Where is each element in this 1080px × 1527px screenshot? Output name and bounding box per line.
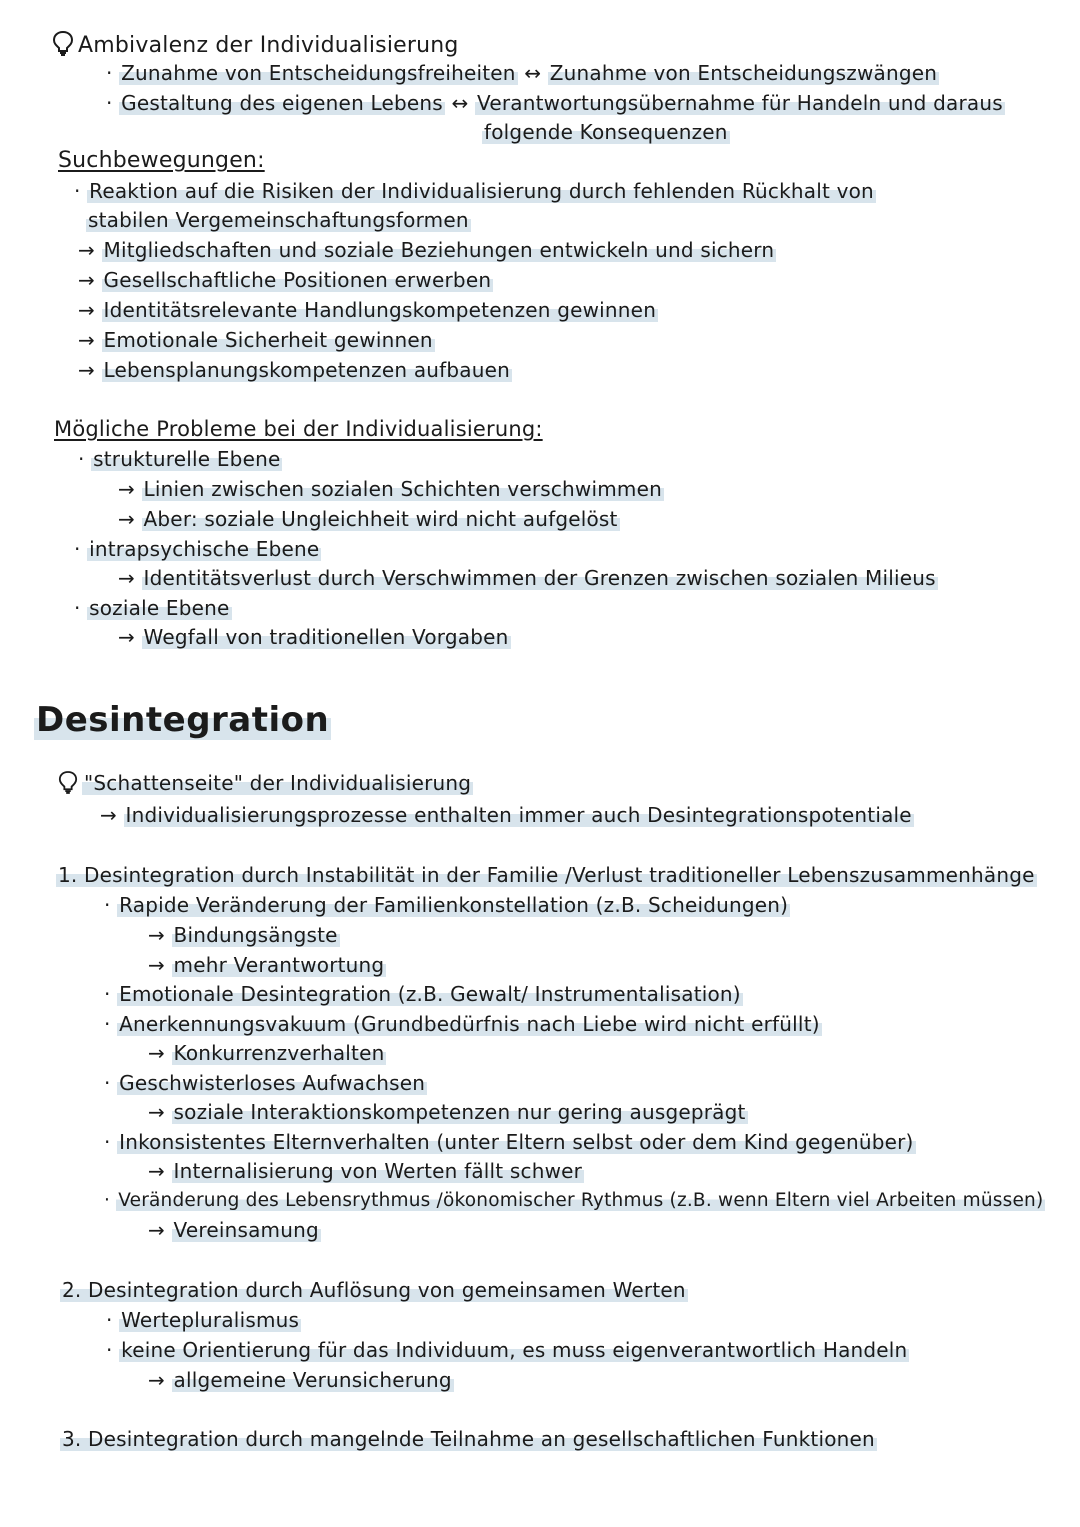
- probleme-level-3: · soziale Ebene: [74, 596, 230, 620]
- point-1-c: · Anerkennungsvakuum (Grundbedürfnis nach Liebe wird nicht erfüllt): [104, 1012, 820, 1036]
- such-intro-2: stabilen Vergemeinschaftungsformen: [88, 208, 469, 232]
- point-1-a-1: → Bindungsängste: [148, 923, 338, 947]
- point-1-e: · Inkonsistentes Elternverhalten (unter Eltern selbst oder dem Kind gegenüber): [104, 1130, 914, 1154]
- probleme-level-3-a: → Wegfall von traditionellen Vorgaben: [118, 625, 509, 649]
- such-item: → Identitätsrelevante Handlungskompetenzen gewinnen: [78, 298, 657, 322]
- point-1-e-1: → Internalisierung von Werten fällt schwer: [148, 1159, 583, 1183]
- desintegration-point-2: 2. Desintegration durch Auflösung von gemeinsamen Werten: [62, 1278, 686, 1302]
- section-ambivalenz-title: Ambivalenz der Individualisierung: [52, 30, 459, 59]
- probleme-level-1-a: → Linien zwischen sozialen Schichten verschwimmen: [118, 477, 662, 501]
- desintegration-point-1: 1. Desintegration durch Instabilität in der Familie /Verlust traditioneller Lebenszusammenhänge: [58, 863, 1035, 887]
- point-1-d-1: → soziale Interaktionskompetenzen nur gering ausgeprägt: [148, 1100, 746, 1124]
- suchbewegungen-title: Suchbewegungen:: [58, 148, 265, 173]
- desintegration-point-3: 3. Desintegration durch mangelnde Teilnahme an gesellschaftlichen Funktionen: [62, 1427, 875, 1451]
- such-item: → Mitgliedschaften und soziale Beziehungen entwickeln und sichern: [78, 238, 775, 262]
- point-1-c-1: → Konkurrenzverhalten: [148, 1041, 385, 1065]
- point-2-b-1: → allgemeine Verunsicherung: [148, 1368, 452, 1392]
- point-1-d: · Geschwisterloses Aufwachsen: [104, 1071, 426, 1095]
- point-1-b: · Emotionale Desintegration (z.B. Gewalt/ Instrumentalisation): [104, 982, 741, 1006]
- point-1-f-1: → Vereinsamung: [148, 1218, 319, 1242]
- point-1-f: · Veränderung des Lebensrythmus /ökonomischer Rythmus (z.B. wenn Eltern viel Arbeiten müssen): [104, 1190, 1044, 1211]
- such-intro-1: · Reaktion auf die Risiken der Individualisierung durch fehlenden Rückhalt von: [74, 179, 874, 203]
- point-1-a: · Rapide Veränderung der Familienkonstellation (z.B. Scheidungen): [104, 893, 789, 917]
- such-item: → Lebensplanungskompetenzen aufbauen: [78, 358, 510, 382]
- such-item: → Gesellschaftliche Positionen erwerben: [78, 268, 492, 292]
- desintegration-heading: Desintegration: [36, 700, 330, 740]
- lightbulb-icon: [58, 770, 78, 794]
- schattenseite-note: "Schattenseite" der Individualisierung: [58, 770, 473, 796]
- such-item: → Emotionale Sicherheit gewinnen: [78, 328, 433, 352]
- point-1-a-2: → mehr Verantwortung: [148, 953, 385, 977]
- point-2-a: · Wertepluralismus: [106, 1308, 300, 1332]
- ambivalenz-bullet-2-cont: folgende Konsequenzen: [484, 120, 728, 144]
- lightbulb-icon: [52, 30, 74, 56]
- ambivalenz-bullet-1: · Zunahme von Entscheidungsfreiheiten ↔ Zunahme von Entscheidungszwängen: [106, 61, 938, 85]
- probleme-level-2: · intrapsychische Ebene: [74, 537, 320, 561]
- probleme-level-2-a: → Identitätsverlust durch Verschwimmen der Grenzen zwischen sozialen Milieus: [118, 566, 936, 590]
- schattenseite-detail: → Individualisierungsprozesse enthalten immer auch Desintegrationspotentiale: [100, 803, 912, 827]
- ambivalenz-bullet-2: · Gestaltung des eigenen Lebens ↔ Verantwortungsübernahme für Handeln und daraus: [106, 91, 1003, 115]
- probleme-level-1-b: → Aber: soziale Ungleichheit wird nicht aufgelöst: [118, 507, 618, 531]
- probleme-title: Mögliche Probleme bei der Individualisierung:: [54, 417, 543, 441]
- probleme-level-1: · strukturelle Ebene: [78, 447, 281, 471]
- point-2-b: · keine Orientierung für das Individuum, es muss eigenverantwortlich Handeln: [106, 1338, 908, 1362]
